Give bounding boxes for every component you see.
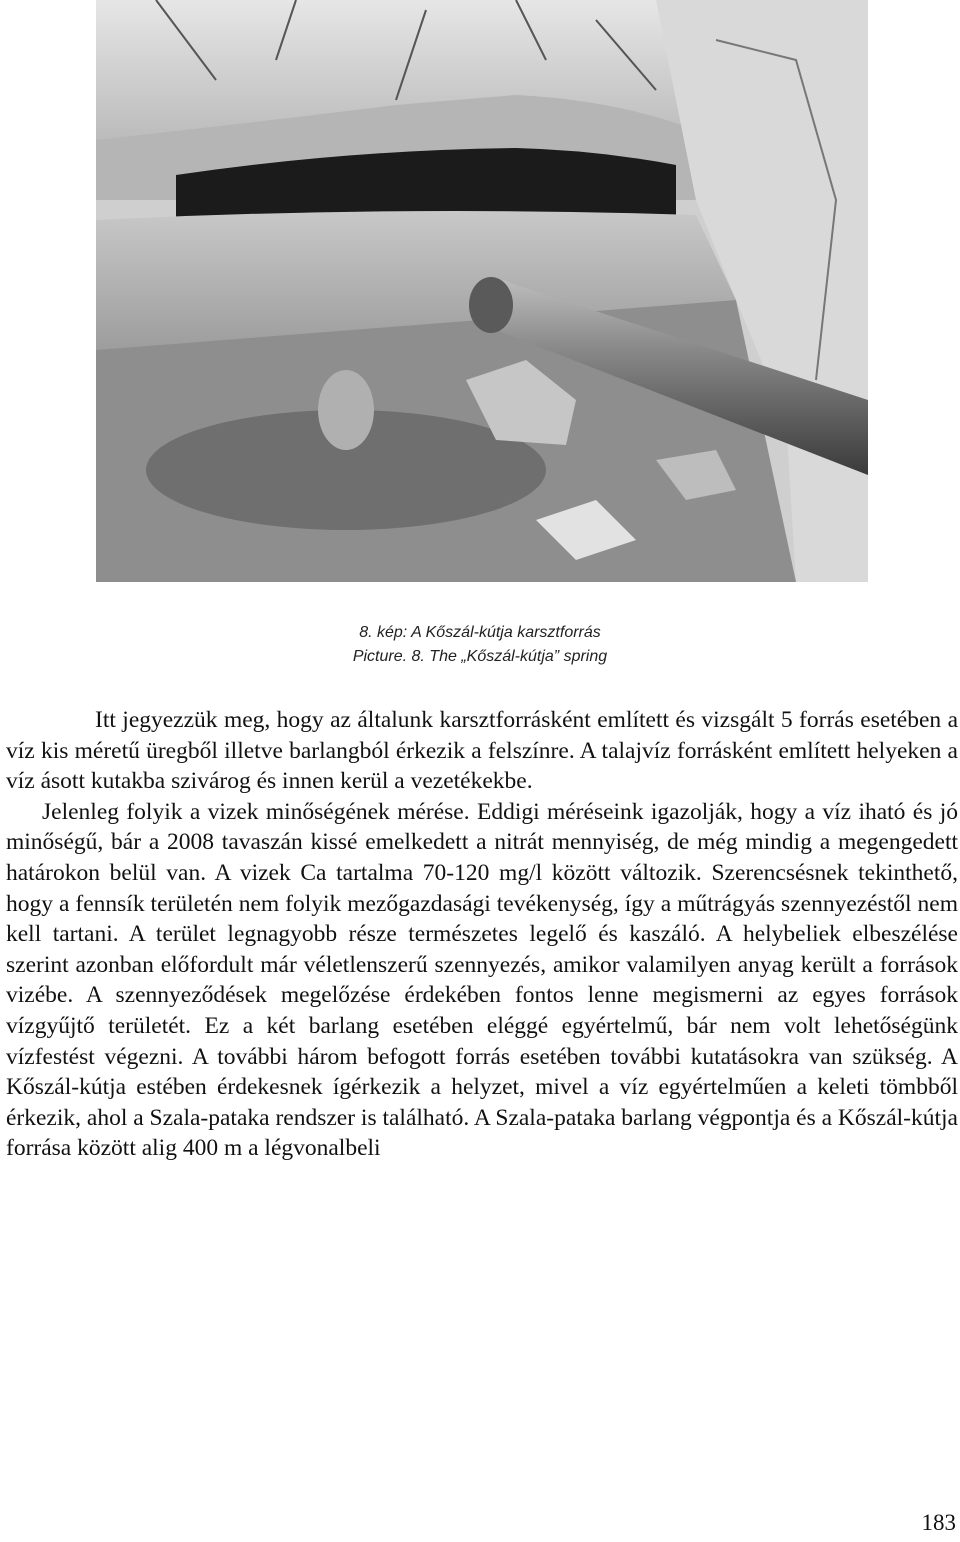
page-number: 183 [921, 1510, 956, 1535]
figure-caption-hungarian: 8. kép: A Kőszál-kútja karsztforrás [359, 624, 601, 641]
body-text [6, 705, 958, 1164]
photo-illustration [96, 0, 868, 582]
paragraph: Itt jegyezzük meg, hogy az általunk karsztforrásként említett és vizsgált 5 forrás esetében a víz kis méretű üregből illetve barlangból érkezik a felszínre. A talajvíz forrásként említett helyeken a víz ásott kutakba szivárog és innen kerül a vezetékekbe. [6, 707, 958, 795]
figure-caption-english: Picture. 8. The „Kőszál-kútja” spring [352, 648, 608, 665]
paragraph: Jelenleg folyik a vizek minőségének mérése. Eddigi méréseink igazolják, hogy a víz iható és jó minőségű, bár a 2008 tavaszán kissé emelkedett a nitrát mennyiség, de még mindig a megengedett határokon belül van. A vizek Ca tartalma 70-120 mg/l között változik. Szerencsésnek tekinthető, hogy a fennsík területén nem folyik mezőgazdasági tevékenység, így a műtrágyás szennyezéstől nem kell tartani. A terület legnagyobb része természetes legelő és kaszáló. A helybeliek elbeszélése szerint azonban előfordult már véletlenszerű szennyezés, amikor valamilyen anyag került a források vizébe. A szennyeződések megelőzése érdekében fontos lenne megismerni az egyes források vízgyűjtő területét. Ez a két barlang esetében eléggé egyértelmű, bár nem volt lehetőségünk vízfestést végezni. A további három befogott forrás esetében további kutatásokra van szükség. A Kőszál-kútja estében érdekesnek ígérkezik a helyzet, mivel a víz egyértelműen a keleti tömbből érkezik, ahol a Szala-pataka rendszer is található. A Szala-pataka barlang végpontja és a Kőszál-kútja forrása között alig 400 m a légvonalbeli [6, 798, 958, 1162]
karst-spring-photo [96, 0, 868, 582]
